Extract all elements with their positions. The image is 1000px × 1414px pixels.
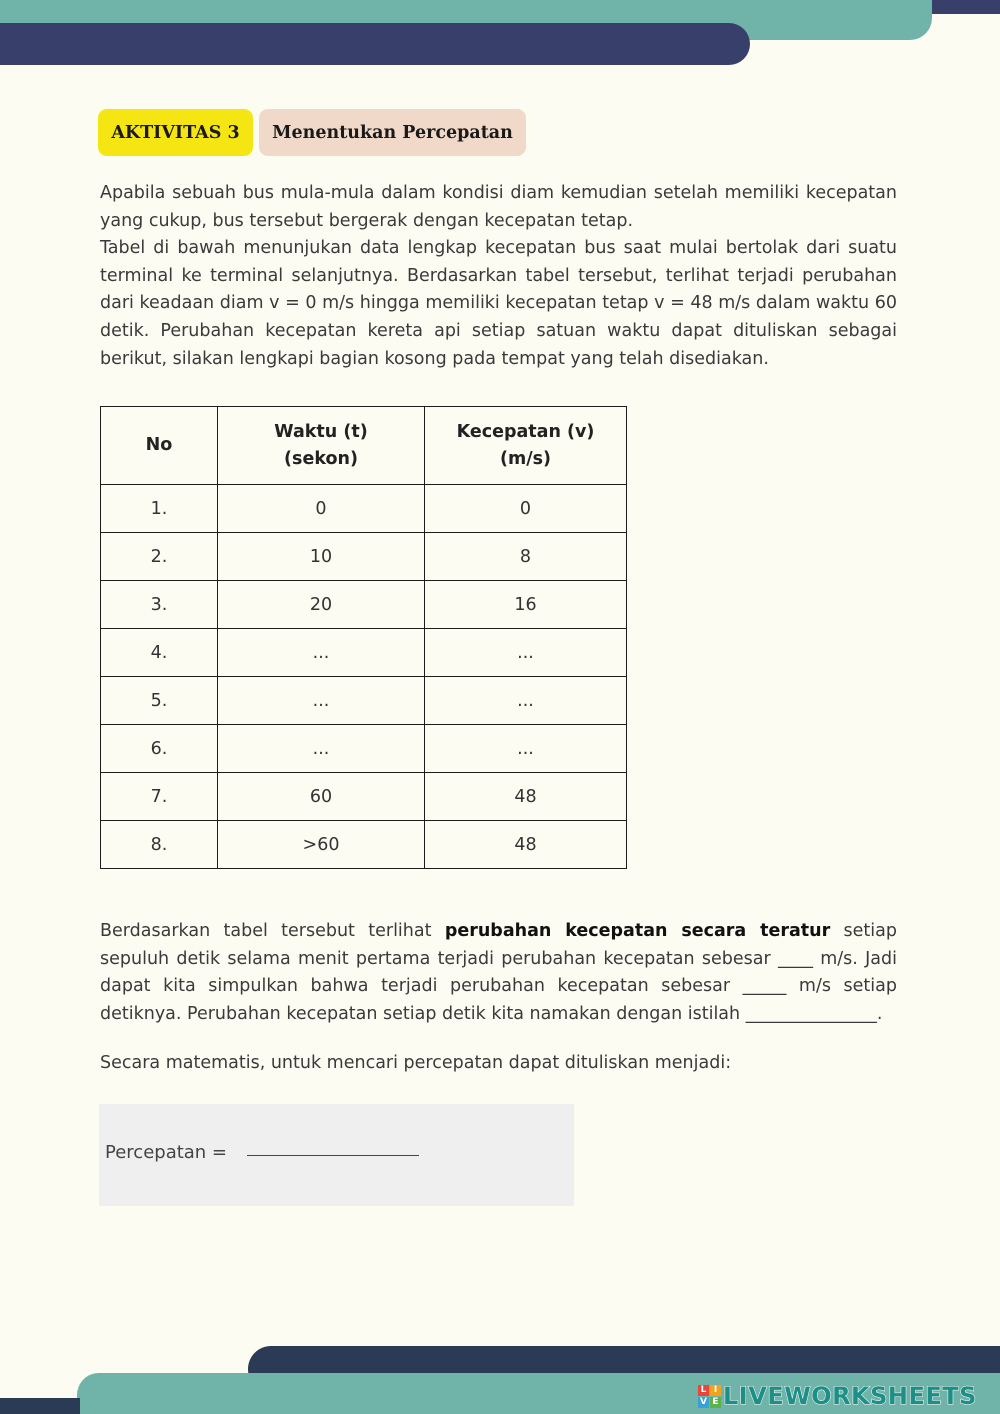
cell-time: 60	[218, 773, 425, 821]
cell-no: 3.	[101, 581, 218, 629]
conclusion-lead: Berdasarkan tabel tersebut terlihat	[100, 921, 445, 941]
cell-time-blank[interactable]: ...	[218, 725, 425, 773]
cell-time-blank[interactable]: ...	[218, 629, 425, 677]
liveworksheets-logo-icon	[698, 1385, 721, 1408]
header-time-line1: Waktu (t)	[274, 421, 368, 442]
activity-badge: AKTIVITAS 3	[98, 109, 253, 156]
conclusion-text	[100, 918, 897, 1028]
logo-letter: L	[698, 1385, 709, 1396]
cell-speed-blank[interactable]: ...	[425, 725, 627, 773]
header-time	[218, 407, 425, 485]
table-row	[101, 821, 627, 869]
header-speed	[425, 407, 627, 485]
cell-speed: 16	[425, 581, 627, 629]
table-row	[101, 485, 627, 533]
cell-speed-blank[interactable]: ...	[425, 629, 627, 677]
cell-speed: 48	[425, 773, 627, 821]
table-row	[101, 725, 627, 773]
cell-speed: 48	[425, 821, 627, 869]
cell-speed-blank[interactable]: ...	[425, 677, 627, 725]
cell-speed: 8	[425, 533, 627, 581]
formula-label: Percepatan =	[105, 1142, 228, 1163]
watermark-text: LIVEWORKSHEETS	[723, 1382, 977, 1410]
cell-time: 20	[218, 581, 425, 629]
table-row	[101, 677, 627, 725]
conclusion-rest: setiap sepuluh detik selama menit pertama terjadi perubahan kecepatan sebesar ____ m/s. Jadi dapat kita simpulkan bahwa terjadi perubahan kecepatan sebesar _____ m/s setiap detiknya. Perubahan kecepatan setiap detik kita namakan dengan istilah _______________.	[100, 921, 897, 1024]
cell-time-blank[interactable]: ...	[218, 677, 425, 725]
cell-no: 5.	[101, 677, 218, 725]
cell-no: 4.	[101, 629, 218, 677]
liveworksheets-watermark	[698, 1382, 977, 1410]
table-row	[101, 773, 627, 821]
logo-letter: E	[710, 1397, 721, 1408]
cell-no: 2.	[101, 533, 218, 581]
speed-table	[100, 406, 627, 869]
header-speed-line2: (m/s)	[499, 448, 552, 469]
top-navy-band	[0, 23, 750, 65]
table-row	[101, 581, 627, 629]
cell-no: 6.	[101, 725, 218, 773]
header-time-line2: (sekon)	[284, 448, 358, 469]
cell-no: 8.	[101, 821, 218, 869]
activity-title: Menentukan Percepatan	[259, 109, 526, 156]
intro-paragraph-1: Apabila sebuah bus mula-mula dalam kondisi diam kemudian setelah memiliki kecepatan yang cukup, bus tersebut bergerak dengan kecepatan tetap.	[100, 183, 897, 231]
cell-time: >60	[218, 821, 425, 869]
intro-paragraph-2: Tabel di bawah menunjukan data lengkap kecepatan bus saat mulai bertolak dari suatu terminal ke terminal selanjutnya. Berdasarkan tabel tersebut, terlihat terjadi perubahan dari keadaan diam v = 0 m/s hingga memiliki kecepatan tetap v = 48 m/s dalam waktu 60 detik. Perubahan kecepatan kereta api setiap satuan waktu dapat dituliskan sebagai berikut, silakan lengkapi bagian kosong pada tempat yang telah disediakan.	[100, 238, 897, 369]
intro-text	[100, 180, 897, 373]
table-header-row	[101, 407, 627, 485]
cell-time: 10	[218, 533, 425, 581]
cell-time: 0	[218, 485, 425, 533]
logo-letter: V	[698, 1397, 709, 1408]
logo-letter: I	[710, 1385, 721, 1396]
formula-box	[99, 1104, 574, 1206]
bottom-navy-corner	[0, 1398, 80, 1414]
conclusion-emphasis: perubahan kecepatan secara teratur	[444, 921, 831, 941]
math-note: Secara matematis, untuk mencari percepatan dapat dituliskan menjadi:	[100, 1053, 732, 1073]
formula-fraction-line[interactable]	[247, 1155, 419, 1156]
table-row	[101, 629, 627, 677]
table-row	[101, 533, 627, 581]
header-speed-line1: Kecepatan (v)	[456, 421, 595, 442]
cell-no: 1.	[101, 485, 218, 533]
cell-no: 7.	[101, 773, 218, 821]
cell-speed: 0	[425, 485, 627, 533]
header-no: No	[101, 407, 218, 485]
top-navy-corner	[932, 0, 1000, 14]
